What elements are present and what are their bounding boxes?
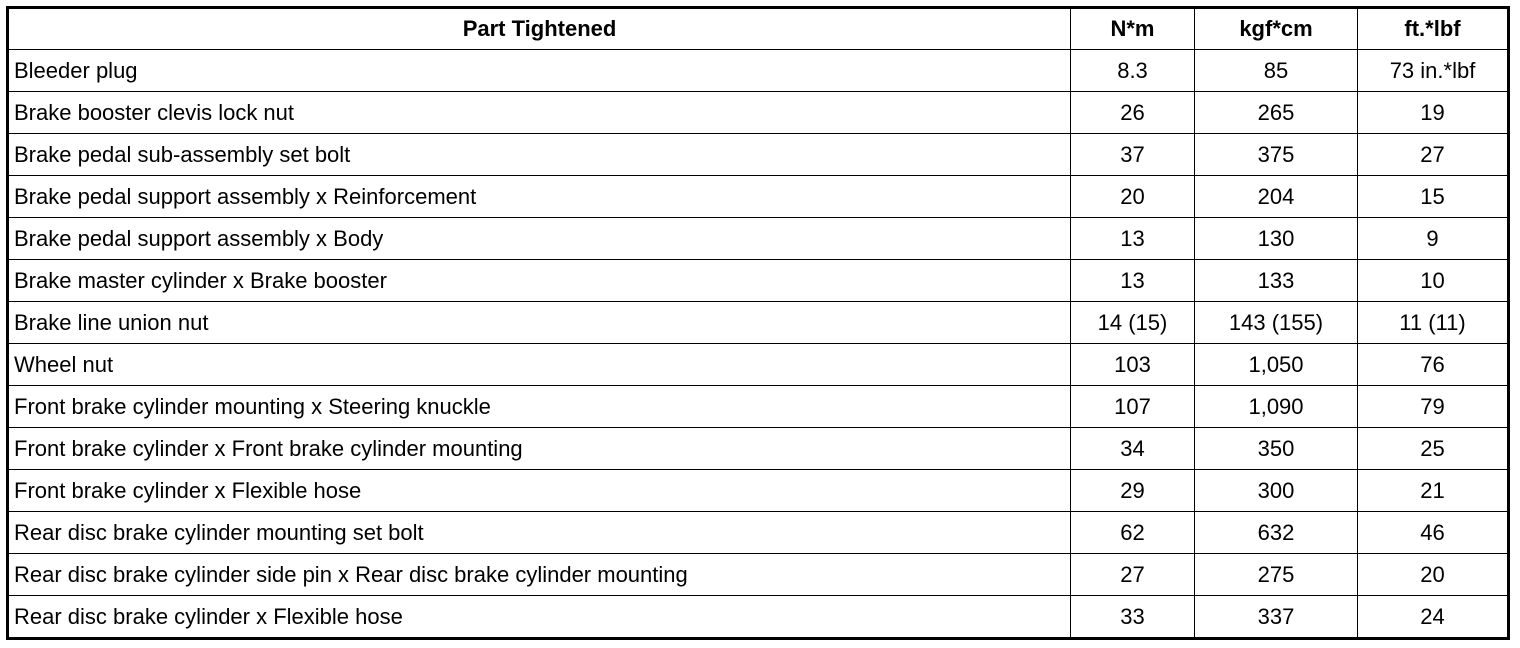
ft-value-cell: 10 xyxy=(1358,260,1509,302)
table-row xyxy=(8,302,1509,344)
header-part-tightened: Part Tightened xyxy=(8,8,1071,50)
part-name-cell: Brake master cylinder x Brake booster xyxy=(8,260,1071,302)
part-name-cell: Front brake cylinder mounting x Steering knuckle xyxy=(8,386,1071,428)
part-name-cell: Brake booster clevis lock nut xyxy=(8,92,1071,134)
nm-value-cell: 33 xyxy=(1071,596,1195,639)
table-row xyxy=(8,470,1509,512)
ft-value-cell: 20 xyxy=(1358,554,1509,596)
table-header-row xyxy=(8,8,1509,50)
kgf-value-cell: 85 xyxy=(1195,50,1358,92)
ft-value-cell: 27 xyxy=(1358,134,1509,176)
table-row xyxy=(8,512,1509,554)
table-row xyxy=(8,554,1509,596)
ft-value-cell: 73 in.*lbf xyxy=(1358,50,1509,92)
nm-value-cell: 107 xyxy=(1071,386,1195,428)
table-row xyxy=(8,260,1509,302)
table-row xyxy=(8,218,1509,260)
nm-value-cell: 37 xyxy=(1071,134,1195,176)
table-row xyxy=(8,92,1509,134)
nm-value-cell: 14 (15) xyxy=(1071,302,1195,344)
table-row xyxy=(8,50,1509,92)
ft-value-cell: 19 xyxy=(1358,92,1509,134)
ft-value-cell: 25 xyxy=(1358,428,1509,470)
kgf-value-cell: 143 (155) xyxy=(1195,302,1358,344)
table-row xyxy=(8,428,1509,470)
kgf-value-cell: 300 xyxy=(1195,470,1358,512)
ft-value-cell: 79 xyxy=(1358,386,1509,428)
kgf-value-cell: 1,090 xyxy=(1195,386,1358,428)
table-row xyxy=(8,386,1509,428)
nm-value-cell: 13 xyxy=(1071,260,1195,302)
ft-value-cell: 21 xyxy=(1358,470,1509,512)
nm-value-cell: 29 xyxy=(1071,470,1195,512)
header-kgf-cm: kgf*cm xyxy=(1195,8,1358,50)
part-name-cell: Wheel nut xyxy=(8,344,1071,386)
part-name-cell: Brake pedal sub-assembly set bolt xyxy=(8,134,1071,176)
part-name-cell: Brake pedal support assembly x Reinforcement xyxy=(8,176,1071,218)
nm-value-cell: 20 xyxy=(1071,176,1195,218)
kgf-value-cell: 1,050 xyxy=(1195,344,1358,386)
kgf-value-cell: 130 xyxy=(1195,218,1358,260)
header-newton-meter: N*m xyxy=(1071,8,1195,50)
ft-value-cell: 46 xyxy=(1358,512,1509,554)
nm-value-cell: 34 xyxy=(1071,428,1195,470)
table-row xyxy=(8,344,1509,386)
nm-value-cell: 27 xyxy=(1071,554,1195,596)
kgf-value-cell: 337 xyxy=(1195,596,1358,639)
table-row xyxy=(8,596,1509,639)
part-name-cell: Brake line union nut xyxy=(8,302,1071,344)
nm-value-cell: 8.3 xyxy=(1071,50,1195,92)
part-name-cell: Brake pedal support assembly x Body xyxy=(8,218,1071,260)
kgf-value-cell: 350 xyxy=(1195,428,1358,470)
ft-value-cell: 9 xyxy=(1358,218,1509,260)
ft-value-cell: 15 xyxy=(1358,176,1509,218)
table-row xyxy=(8,176,1509,218)
kgf-value-cell: 133 xyxy=(1195,260,1358,302)
ft-value-cell: 11 (11) xyxy=(1358,302,1509,344)
ft-value-cell: 76 xyxy=(1358,344,1509,386)
ft-value-cell: 24 xyxy=(1358,596,1509,639)
nm-value-cell: 26 xyxy=(1071,92,1195,134)
torque-specification-table xyxy=(6,6,1510,640)
table-row xyxy=(8,134,1509,176)
kgf-value-cell: 632 xyxy=(1195,512,1358,554)
kgf-value-cell: 265 xyxy=(1195,92,1358,134)
part-name-cell: Bleeder plug xyxy=(8,50,1071,92)
nm-value-cell: 13 xyxy=(1071,218,1195,260)
kgf-value-cell: 275 xyxy=(1195,554,1358,596)
header-ft-lbf: ft.*lbf xyxy=(1358,8,1509,50)
nm-value-cell: 103 xyxy=(1071,344,1195,386)
part-name-cell: Rear disc brake cylinder x Flexible hose xyxy=(8,596,1071,639)
part-name-cell: Front brake cylinder x Front brake cylinder mounting xyxy=(8,428,1071,470)
nm-value-cell: 62 xyxy=(1071,512,1195,554)
part-name-cell: Front brake cylinder x Flexible hose xyxy=(8,470,1071,512)
part-name-cell: Rear disc brake cylinder side pin x Rear disc brake cylinder mounting xyxy=(8,554,1071,596)
kgf-value-cell: 375 xyxy=(1195,134,1358,176)
kgf-value-cell: 204 xyxy=(1195,176,1358,218)
part-name-cell: Rear disc brake cylinder mounting set bolt xyxy=(8,512,1071,554)
